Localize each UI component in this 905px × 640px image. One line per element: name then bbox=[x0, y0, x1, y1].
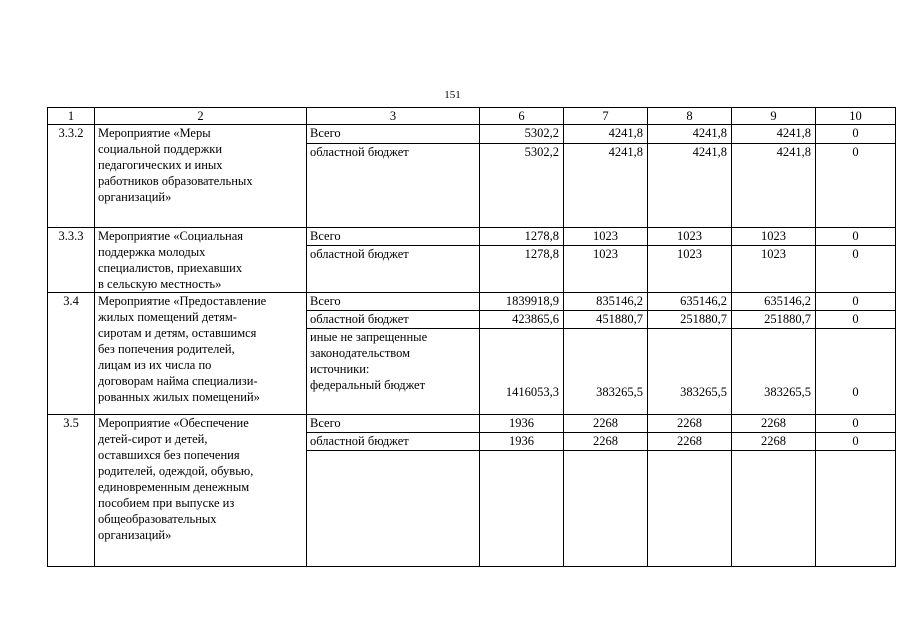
value-cell: 5302,2 bbox=[480, 125, 564, 144]
measure-name-line: организаций» bbox=[98, 190, 172, 204]
value-cell: 835146,2 bbox=[564, 293, 648, 311]
col-header: 7 bbox=[564, 108, 648, 125]
measure-name-line: Мероприятие «Обеспечение bbox=[98, 416, 249, 430]
table-row bbox=[48, 293, 896, 311]
value-cell: 383265,5 bbox=[648, 329, 732, 415]
measure-name-line: лицам из их числа по bbox=[98, 358, 212, 372]
value-cell: 0 bbox=[816, 228, 896, 246]
measure-name-line: Мероприятие «Социальная bbox=[98, 229, 244, 243]
measure-code: 3.4 bbox=[48, 293, 95, 415]
empty-cell bbox=[648, 451, 732, 567]
col-header: 10 bbox=[816, 108, 896, 125]
source-line: иные не запрещенные bbox=[310, 330, 428, 344]
value-cell: 1023 bbox=[564, 228, 648, 246]
source-line: источники: bbox=[310, 362, 370, 376]
empty-cell bbox=[307, 451, 480, 567]
source-cell: областной бюджет bbox=[307, 311, 480, 329]
value-cell: 0 bbox=[816, 433, 896, 451]
empty-cell bbox=[480, 451, 564, 567]
value-cell: 0 bbox=[816, 311, 896, 329]
table-row bbox=[48, 125, 896, 144]
value-cell: 2268 bbox=[648, 415, 732, 433]
value-cell: 0 bbox=[816, 246, 896, 293]
empty-cell bbox=[732, 451, 816, 567]
measure-name-line: организаций» bbox=[98, 528, 172, 542]
value-cell: 4241,8 bbox=[564, 144, 648, 228]
page-number: 151 bbox=[444, 89, 461, 101]
source-line: федеральный бюджет bbox=[310, 378, 426, 392]
value-cell: 635146,2 bbox=[648, 293, 732, 311]
budget-table bbox=[47, 107, 896, 567]
value-cell: 0 bbox=[816, 415, 896, 433]
source-cell: Всего bbox=[307, 228, 480, 246]
col-header: 8 bbox=[648, 108, 732, 125]
value-cell: 5302,2 bbox=[480, 144, 564, 228]
value-cell: 1278,8 bbox=[480, 246, 564, 293]
measure-name bbox=[95, 228, 307, 293]
measure-name-line: договорам найма специализи- bbox=[98, 374, 258, 388]
measure-name-line: жилых помещений детям- bbox=[98, 310, 237, 324]
value-cell: 1023 bbox=[648, 246, 732, 293]
value-cell: 1023 bbox=[564, 246, 648, 293]
measure-name-line: рованных жилых помещений» bbox=[98, 390, 260, 404]
measure-name-line: единовременным денежным bbox=[98, 480, 250, 494]
source-cell: областной бюджет bbox=[307, 144, 480, 228]
measure-name bbox=[95, 293, 307, 415]
value-cell: 4241,8 bbox=[732, 125, 816, 144]
source-cell: Всего bbox=[307, 293, 480, 311]
measure-name-line: работников образовательных bbox=[98, 174, 253, 188]
measure-name-line: поддержка молодых bbox=[98, 245, 206, 259]
value-cell: 1023 bbox=[648, 228, 732, 246]
source-cell: Всего bbox=[307, 415, 480, 433]
measure-name bbox=[95, 125, 307, 228]
col-header: 1 bbox=[48, 108, 95, 125]
measure-name-line: оставшихся без попечения bbox=[98, 448, 240, 462]
measure-code: 3.3.2 bbox=[48, 125, 95, 228]
value-cell: 4241,8 bbox=[732, 144, 816, 228]
value-cell: 423865,6 bbox=[480, 311, 564, 329]
table-row bbox=[48, 415, 896, 433]
source-cell: областной бюджет bbox=[307, 433, 480, 451]
measure-name-line: детей-сирот и детей, bbox=[98, 432, 208, 446]
value-cell: 0 bbox=[816, 293, 896, 311]
value-cell: 1023 bbox=[732, 246, 816, 293]
measure-name-line: пособием при выпуске из bbox=[98, 496, 235, 510]
measure-name-line: общеобразовательных bbox=[98, 512, 217, 526]
value-cell: 1839918,9 bbox=[480, 293, 564, 311]
measure-name-line: Мероприятие «Меры bbox=[98, 126, 211, 140]
value-cell: 451880,7 bbox=[564, 311, 648, 329]
measure-name-line: Мероприятие «Предоставление bbox=[98, 294, 267, 308]
value-cell: 0 bbox=[816, 329, 896, 415]
col-header: 2 bbox=[95, 108, 307, 125]
value-cell: 251880,7 bbox=[648, 311, 732, 329]
source-cell: областной бюджет bbox=[307, 246, 480, 293]
measure-code: 3.3.3 bbox=[48, 228, 95, 293]
value-cell: 0 bbox=[816, 144, 896, 228]
source-cell: Всего bbox=[307, 125, 480, 144]
col-header: 3 bbox=[307, 108, 480, 125]
measure-name-line: сиротам и детям, оставшимся bbox=[98, 326, 257, 340]
measure-code: 3.5 bbox=[48, 415, 95, 567]
col-header: 9 bbox=[732, 108, 816, 125]
value-cell: 1936 bbox=[480, 415, 564, 433]
value-cell: 1416053,3 bbox=[480, 329, 564, 415]
empty-cell bbox=[816, 451, 896, 567]
empty-cell bbox=[564, 451, 648, 567]
source-cell bbox=[307, 329, 480, 415]
measure-name-line: социальной поддержки bbox=[98, 142, 223, 156]
value-cell: 2268 bbox=[564, 433, 648, 451]
value-cell: 2268 bbox=[732, 415, 816, 433]
value-cell: 2268 bbox=[648, 433, 732, 451]
value-cell: 2268 bbox=[732, 433, 816, 451]
source-line: законодательством bbox=[310, 346, 411, 360]
value-cell: 0 bbox=[816, 125, 896, 144]
column-header-row bbox=[48, 108, 896, 125]
value-cell: 4241,8 bbox=[564, 125, 648, 144]
measure-name-line: специалистов, приехавших bbox=[98, 261, 243, 275]
value-cell: 1936 bbox=[480, 433, 564, 451]
value-cell: 383265,5 bbox=[564, 329, 648, 415]
value-cell: 4241,8 bbox=[648, 125, 732, 144]
measure-name-line: педагогических и иных bbox=[98, 158, 223, 172]
value-cell: 1278,8 bbox=[480, 228, 564, 246]
value-cell: 383265,5 bbox=[732, 329, 816, 415]
measure-name bbox=[95, 415, 307, 567]
measure-name-line: без попечения родителей, bbox=[98, 342, 235, 356]
value-cell: 1023 bbox=[732, 228, 816, 246]
value-cell: 251880,7 bbox=[732, 311, 816, 329]
value-cell: 2268 bbox=[564, 415, 648, 433]
measure-name-line: родителей, одеждой, обувью, bbox=[98, 464, 254, 478]
measure-name-line: в сельскую местность» bbox=[98, 277, 222, 291]
table-row bbox=[48, 228, 896, 246]
value-cell: 635146,2 bbox=[732, 293, 816, 311]
value-cell: 4241,8 bbox=[648, 144, 732, 228]
col-header: 6 bbox=[480, 108, 564, 125]
